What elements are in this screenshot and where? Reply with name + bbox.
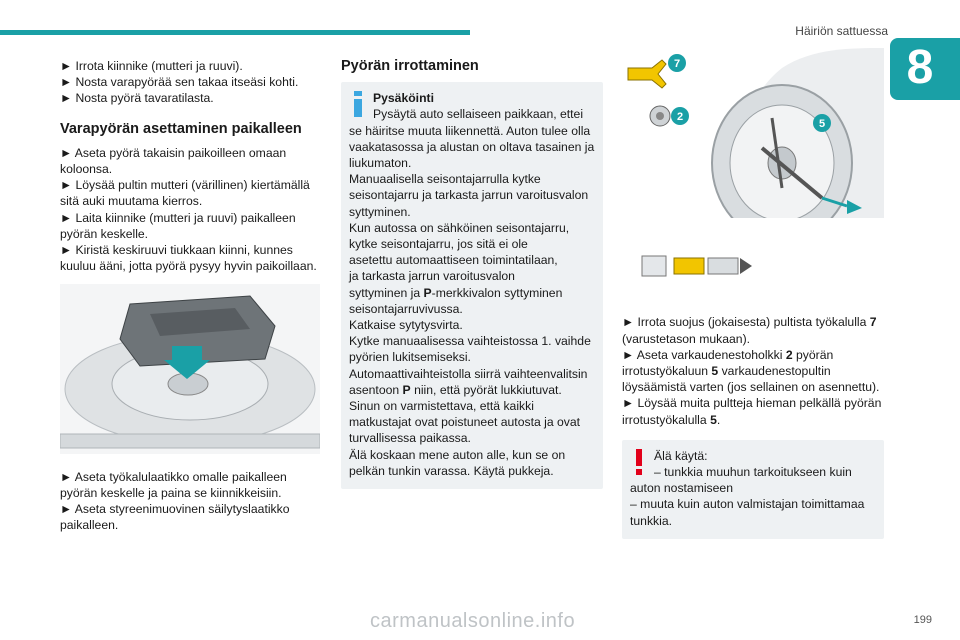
heading-remove-wheel: Pyörän irrottaminen <box>341 58 479 74</box>
page-number: 199 <box>913 614 932 626</box>
watermark: carmanualsonline.info <box>370 610 576 632</box>
steps-toolbox: ► Aseta työkalulaatikko omalle paikalleen pyörän keskelle ja paina se kiinnikkeisiin. ► Aseta styreenimuovinen säilytyslaatikko paikalleen. <box>60 469 290 533</box>
steps-remove-spare: ► Irrota kiinnike (mutteri ja ruuvi). ► Nosta varapyörää sen takaa itseäsi kohti. ► Nosta pyörä tavaratilasta. <box>60 59 299 106</box>
bolt-sequence-illustration <box>622 226 884 296</box>
callout-7: 7 <box>673 58 681 70</box>
note-title: Pysäköinti <box>373 91 434 106</box>
header-accent-bar <box>0 30 470 35</box>
callout-2: 2 <box>676 111 684 123</box>
section-title: Häiriön sattuessa <box>795 24 888 38</box>
column-left <box>60 58 322 533</box>
callout-5: 5 <box>818 118 826 130</box>
heading-refit-spare: Varapyörän asettaminen paikalleen <box>60 120 302 137</box>
wheel-bolt-illustration <box>622 48 884 218</box>
column-right <box>622 48 884 539</box>
chapter-number: 8 <box>906 41 934 94</box>
spare-wheel-illustration <box>60 284 320 454</box>
parking-note: Pysäköinti Pysäytä auto sellaiseen paikkaan, ettei se häiritse muuta liikennettä. Auton tulee olla vaakatasossa ja alustan on oltava tasainen ja liukumaton. Manuaalisella seisontajarrulla kytke seisontajarru ja tarkasta jarrun varoitusvalon syttyminen. Kun autossa on sähköinen seisontajarru, kytke seisontajarru, jos sitä ei ole asetettu automaattiseen toimintatilaan, ja tarkasta jarrun varoitusvalon syttyminen ja P-merkkivalon syttyminen seisontajarruvivussa. Katkaise sytytysvirta. Kytke manuaalisessa vaihteistossa 1. vaihde pyörien lukitsemiseksi. Automaattivaihteistolla siirrä vaihteenvalitsin asentoon P niin, että pyörät lukkiutuvat. Sinun on varmistettava, että kaikki matkustajat ovat poistuneet autosta ja ovat turvallisessa paikassa. Älä koskaan mene auton alle, kun se on pelkän tunkin varassa. Käytä pukkeja. <box>341 82 603 489</box>
warning-icon <box>630 449 648 475</box>
column-middle <box>341 58 603 489</box>
steps-refit-spare: ► Aseta pyörä takaisin paikoilleen omaan koloonsa. ► Löysää pultin mutteri (värillinen) kiertämällä sitä auki muutama kierros. ► Laita kiinnike (mutteri ja ruuvi) paikalleen pyörän keskelle. ► Kiristä keskiruuvi tiukkaan kiinni, kunnes kuuluu ääni, jotta pyörä pysyy hyvin paikoillaan. <box>60 145 317 274</box>
steps-bolts: ► Irrota suojus (jokaisesta) pultista työkalulla 7 (varustetason mukaan). ► Aseta varkaudenestoholkki 2 pyörän irrotustyökaluun 5 varkaudenestopultin löysäämistä varten (jos sellainen on asennettu). ► Löysää muita pultteja hieman pelkällä pyörän irrotustyökalulla 5. <box>622 315 882 427</box>
chapter-tab <box>890 38 960 100</box>
info-icon <box>349 91 367 117</box>
jack-warning: Älä käytä: – tunkkia muuhun tarkoitukseen kuin auton nostamiseen – muuta kuin auton valmistajan toimittamaa tunkkia. <box>622 440 884 539</box>
